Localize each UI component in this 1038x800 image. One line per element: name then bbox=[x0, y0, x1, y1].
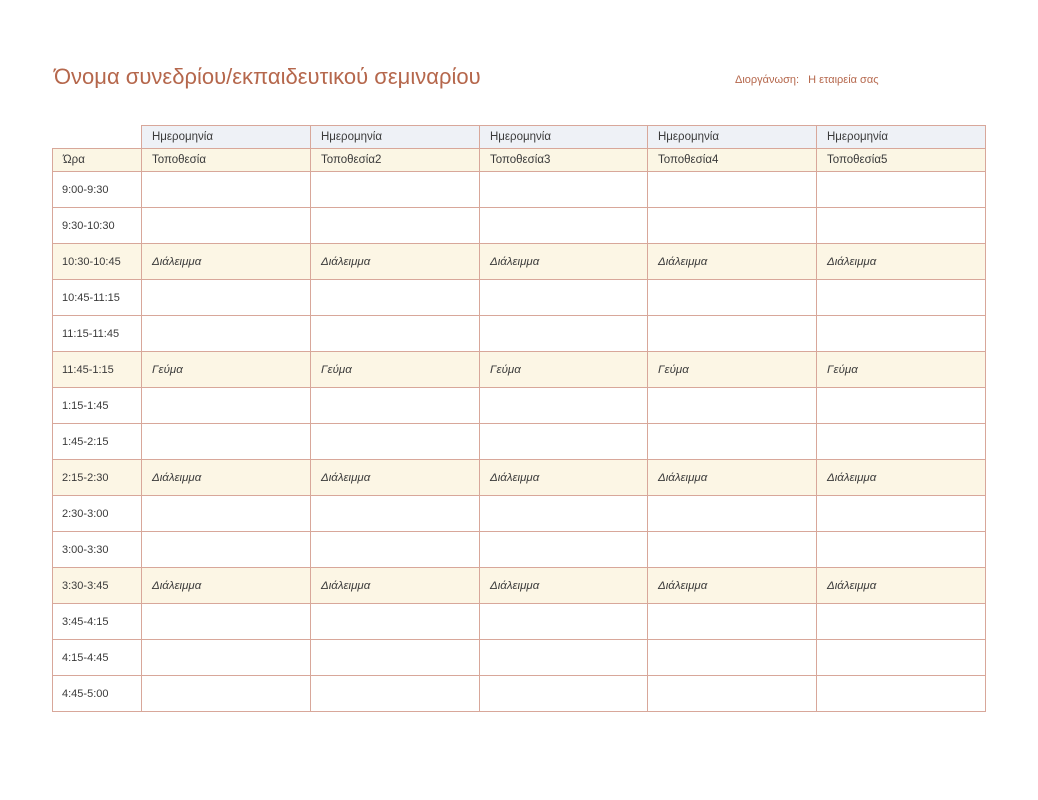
break-label: Διάλειμμα bbox=[490, 471, 540, 484]
session-row bbox=[53, 640, 986, 676]
session-row bbox=[53, 604, 986, 640]
session-cell bbox=[648, 316, 817, 352]
session-cell bbox=[311, 316, 480, 352]
break-cell bbox=[311, 244, 480, 280]
break-label: Διάλειμμα bbox=[827, 255, 877, 268]
session-cell bbox=[142, 604, 311, 640]
session-cell bbox=[480, 316, 648, 352]
time-slot-label: 11:15-11:45 bbox=[53, 316, 142, 352]
corner-cell bbox=[53, 126, 142, 149]
session-cell bbox=[817, 640, 986, 676]
session-cell bbox=[142, 316, 311, 352]
session-row bbox=[53, 424, 986, 460]
break-label: Διάλειμμα bbox=[490, 579, 540, 592]
break-cell bbox=[311, 352, 480, 388]
session-cell bbox=[142, 208, 311, 244]
session-cell bbox=[817, 532, 986, 568]
session-cell bbox=[480, 640, 648, 676]
break-cell bbox=[817, 352, 986, 388]
time-header: Ώρα bbox=[53, 149, 142, 172]
date-header: Ημερομηνία bbox=[142, 126, 311, 149]
break-cell bbox=[142, 460, 311, 496]
session-cell bbox=[311, 532, 480, 568]
schedule-table bbox=[52, 125, 986, 712]
time-slot-label: 4:15-4:45 bbox=[53, 640, 142, 676]
break-cell bbox=[142, 352, 311, 388]
time-slot-label: 2:30-3:00 bbox=[53, 496, 142, 532]
session-cell bbox=[648, 496, 817, 532]
session-cell bbox=[311, 280, 480, 316]
break-cell bbox=[817, 244, 986, 280]
session-row bbox=[53, 388, 986, 424]
organizer-label: Διοργάνωση: bbox=[735, 74, 800, 86]
session-cell bbox=[311, 424, 480, 460]
session-cell bbox=[480, 388, 648, 424]
session-row bbox=[53, 172, 986, 208]
page-title: Όνομα συνεδρίου/εκπαιδευτικού σεμιναρίου bbox=[54, 64, 481, 89]
break-cell bbox=[648, 352, 817, 388]
session-cell bbox=[648, 172, 817, 208]
break-cell bbox=[142, 568, 311, 604]
break-cell bbox=[817, 568, 986, 604]
time-slot-label: 1:15-1:45 bbox=[53, 388, 142, 424]
time-slot-label: 9:30-10:30 bbox=[53, 208, 142, 244]
break-cell bbox=[648, 244, 817, 280]
break-cell bbox=[648, 568, 817, 604]
session-cell bbox=[648, 424, 817, 460]
location-header: Τοποθεσία4 bbox=[648, 149, 817, 172]
session-cell bbox=[817, 208, 986, 244]
break-label: Γεύμα bbox=[152, 363, 183, 376]
break-cell bbox=[142, 244, 311, 280]
session-cell bbox=[311, 676, 480, 712]
session-row bbox=[53, 532, 986, 568]
time-slot-label: 3:00-3:30 bbox=[53, 532, 142, 568]
break-label: Διάλειμμα bbox=[321, 255, 371, 268]
session-cell bbox=[311, 496, 480, 532]
session-cell bbox=[480, 676, 648, 712]
session-row bbox=[53, 496, 986, 532]
session-cell bbox=[648, 388, 817, 424]
break-label: Διάλειμμα bbox=[827, 471, 877, 484]
time-slot-label: 4:45-5:00 bbox=[53, 676, 142, 712]
session-cell bbox=[648, 208, 817, 244]
session-cell bbox=[311, 640, 480, 676]
date-header: Ημερομηνία bbox=[480, 126, 648, 149]
session-cell bbox=[142, 172, 311, 208]
session-cell bbox=[817, 424, 986, 460]
session-cell bbox=[311, 208, 480, 244]
location-header: Τοποθεσία bbox=[142, 149, 311, 172]
session-cell bbox=[142, 424, 311, 460]
location-header-row bbox=[53, 149, 986, 172]
location-header: Τοποθεσία5 bbox=[817, 149, 986, 172]
date-header-row bbox=[53, 126, 986, 149]
session-row bbox=[53, 676, 986, 712]
break-label: Διάλειμμα bbox=[658, 471, 708, 484]
time-slot-label: 9:00-9:30 bbox=[53, 172, 142, 208]
break-cell bbox=[480, 568, 648, 604]
session-cell bbox=[142, 640, 311, 676]
break-cell bbox=[648, 460, 817, 496]
break-label: Διάλειμμα bbox=[152, 255, 202, 268]
session-cell bbox=[480, 532, 648, 568]
time-slot-label: 1:45-2:15 bbox=[53, 424, 142, 460]
session-cell bbox=[817, 388, 986, 424]
break-cell bbox=[480, 460, 648, 496]
break-row bbox=[53, 244, 986, 280]
session-cell bbox=[142, 676, 311, 712]
session-cell bbox=[648, 676, 817, 712]
break-cell bbox=[311, 568, 480, 604]
session-cell bbox=[480, 604, 648, 640]
location-header: Τοποθεσία3 bbox=[480, 149, 648, 172]
break-label: Διάλειμμα bbox=[321, 471, 371, 484]
session-cell bbox=[817, 496, 986, 532]
break-label: Γεύμα bbox=[490, 363, 521, 376]
organizer-value: Η εταιρεία σας bbox=[808, 74, 879, 86]
break-label: Διάλειμμα bbox=[827, 579, 877, 592]
break-label: Διάλειμμα bbox=[152, 579, 202, 592]
time-slot-label: 2:15-2:30 bbox=[53, 460, 142, 496]
session-row bbox=[53, 280, 986, 316]
session-cell bbox=[480, 280, 648, 316]
time-slot-label: 10:30-10:45 bbox=[53, 244, 142, 280]
break-row bbox=[53, 568, 986, 604]
session-cell bbox=[817, 316, 986, 352]
session-cell bbox=[817, 604, 986, 640]
break-label: Διάλειμμα bbox=[490, 255, 540, 268]
break-cell bbox=[480, 244, 648, 280]
date-header: Ημερομηνία bbox=[311, 126, 480, 149]
session-cell bbox=[311, 604, 480, 640]
session-cell bbox=[142, 532, 311, 568]
break-cell bbox=[817, 460, 986, 496]
session-cell bbox=[142, 496, 311, 532]
session-cell bbox=[648, 280, 817, 316]
break-label: Γεύμα bbox=[827, 363, 858, 376]
session-cell bbox=[648, 604, 817, 640]
break-cell bbox=[480, 352, 648, 388]
time-slot-label: 3:30-3:45 bbox=[53, 568, 142, 604]
session-row bbox=[53, 208, 986, 244]
date-header: Ημερομηνία bbox=[817, 126, 986, 149]
location-header: Τοποθεσία2 bbox=[311, 149, 480, 172]
break-label: Διάλειμμα bbox=[658, 579, 708, 592]
break-cell bbox=[311, 460, 480, 496]
time-slot-label: 3:45-4:15 bbox=[53, 604, 142, 640]
session-row bbox=[53, 316, 986, 352]
time-slot-label: 10:45-11:15 bbox=[53, 280, 142, 316]
break-label: Διάλειμμα bbox=[152, 471, 202, 484]
session-cell bbox=[817, 280, 986, 316]
break-label: Γεύμα bbox=[321, 363, 352, 376]
session-cell bbox=[480, 172, 648, 208]
session-cell bbox=[142, 388, 311, 424]
break-row bbox=[53, 460, 986, 496]
session-cell bbox=[480, 208, 648, 244]
break-label: Διάλειμμα bbox=[658, 255, 708, 268]
session-cell bbox=[142, 280, 311, 316]
session-cell bbox=[817, 172, 986, 208]
date-header: Ημερομηνία bbox=[648, 126, 817, 149]
session-cell bbox=[648, 532, 817, 568]
session-cell bbox=[648, 640, 817, 676]
session-cell bbox=[480, 424, 648, 460]
session-cell bbox=[311, 388, 480, 424]
organizer bbox=[735, 74, 879, 86]
break-row bbox=[53, 352, 986, 388]
time-slot-label: 11:45-1:15 bbox=[53, 352, 142, 388]
session-cell bbox=[480, 496, 648, 532]
break-label: Γεύμα bbox=[658, 363, 689, 376]
session-cell bbox=[311, 172, 480, 208]
break-label: Διάλειμμα bbox=[321, 579, 371, 592]
session-cell bbox=[817, 676, 986, 712]
